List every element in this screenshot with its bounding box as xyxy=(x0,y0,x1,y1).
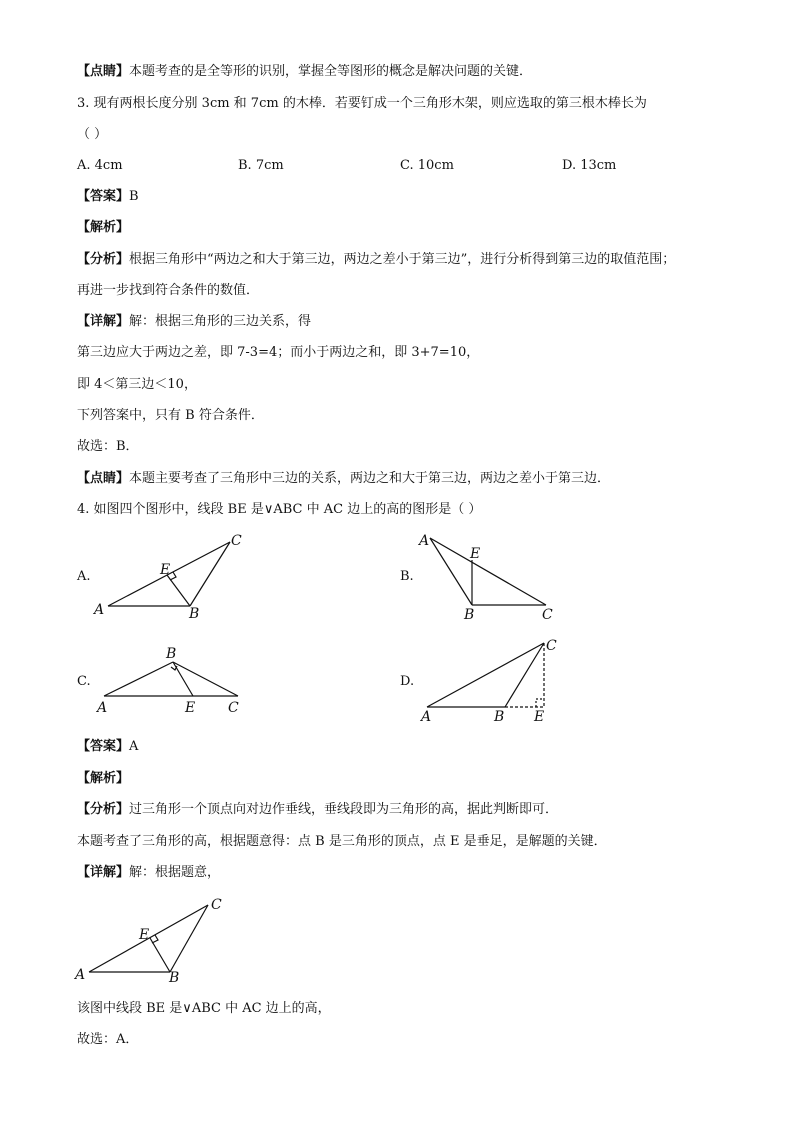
solution-figure xyxy=(70,893,240,988)
answer-tag: 【答案】 xyxy=(77,739,130,754)
q3-stem: 3. 现有两根长度分别 3cm 和 7cm 的木棒．若要钉成一个三角形木架，则应选取的第三根木棒长为 xyxy=(77,96,647,111)
vertex-c-label: C xyxy=(546,638,557,654)
figure-b xyxy=(415,528,565,628)
vertex-c-label: C xyxy=(211,897,222,913)
q4-analysis-line1 xyxy=(77,801,558,819)
vertex-e-label: E xyxy=(160,562,171,578)
vertex-b-label: B xyxy=(189,606,200,622)
q3-option-a: A. 4cm xyxy=(77,158,123,173)
answer-value: B xyxy=(129,189,139,204)
vertex-a-label: A xyxy=(94,602,105,618)
q3-option-d: D. 13cm xyxy=(562,158,617,173)
q4-option-d-label: D. xyxy=(400,674,415,689)
vertex-b-label: B xyxy=(464,607,475,623)
vertex-a-label: A xyxy=(421,709,432,725)
q3-analysis-line2: 再进一步找到符合条件的数值． xyxy=(77,283,260,298)
note-tag: 【点睛】 xyxy=(77,471,130,486)
q3-option-b: B. 7cm xyxy=(238,158,284,173)
q3-analysis-line1 xyxy=(77,251,675,269)
vertex-b-label: B xyxy=(166,646,177,662)
figure-a xyxy=(90,528,260,628)
analysis-tag: 【分析】 xyxy=(77,252,130,267)
q4-analysis-heading: 【解析】 xyxy=(77,771,130,786)
q3-analysis-heading: 【解析】 xyxy=(77,220,130,235)
vertex-e-label: E xyxy=(185,700,196,716)
q4-option-c-label: C. xyxy=(77,674,91,689)
note-tag: 【点睛】 xyxy=(77,64,130,79)
vertex-b-label: B xyxy=(494,709,505,725)
q4-detail-line1 xyxy=(77,864,220,882)
detail-text: 解：根据三角形的三边关系，得 xyxy=(129,314,312,329)
figure-c xyxy=(90,640,250,720)
analysis-text: 根据三角形中“两边之和大于第三边，两边之差小于第三边”，进行分析得到第三边的取值范围； xyxy=(129,252,676,267)
detail-tag: 【详解】 xyxy=(77,865,130,880)
q4-detail-line3: 故选：A． xyxy=(77,1032,139,1047)
vertex-a-label: A xyxy=(97,700,108,716)
q3-detail-line1 xyxy=(77,313,311,331)
vertex-e-label: E xyxy=(534,709,545,725)
q3-answer xyxy=(77,188,139,206)
vertex-c-label: C xyxy=(231,533,242,549)
q3-option-c: C. 10cm xyxy=(400,158,454,173)
q3-detail-line3: 即 4＜第三边＜10， xyxy=(77,377,197,392)
figure-d xyxy=(415,633,575,728)
q4-option-a-label: A. xyxy=(77,569,91,584)
detail-tag: 【详解】 xyxy=(77,314,130,329)
q3-detail-line4: 下列答案中，只有 B 符合条件． xyxy=(77,408,264,423)
vertex-c-label: C xyxy=(228,700,239,716)
q3-paren: （ ） xyxy=(77,127,108,142)
vertex-a-label: A xyxy=(75,967,86,983)
q3-detail-line2: 第三边应大于两边之差，即 7-3=4；而小于两边之和，即 3+7=10， xyxy=(77,345,480,360)
answer-value: A xyxy=(129,739,139,754)
note-text: 本题考查的是全等形的识别，掌握全等图形的概念是解决问题的关键． xyxy=(129,64,533,79)
q4-analysis-line2: 本题考查了三角形的高，根据题意得：点 B 是三角形的顶点，点 E 是垂足，是解题的关键． xyxy=(77,834,607,849)
vertex-b-label: B xyxy=(169,970,180,986)
vertex-e-label: E xyxy=(139,927,150,943)
answer-tag: 【答案】 xyxy=(77,189,130,204)
note-text: 本题主要考查了三角形中三边的关系，两边之和大于第三边，两边之差小于第三边． xyxy=(129,471,611,486)
closing-note-prev xyxy=(77,63,532,81)
q4-option-b-label: B. xyxy=(400,569,414,584)
analysis-text: 过三角形一个顶点向对边作垂线，垂线段即为三角形的高，据此判断即可． xyxy=(129,802,559,817)
vertex-a-label: A xyxy=(419,533,430,549)
q3-detail-line5: 故选：B． xyxy=(77,439,139,454)
detail-text: 解：根据题意， xyxy=(129,865,221,880)
q4-detail-line2: 该图中线段 BE 是∨ABC 中 AC 边上的高， xyxy=(77,1001,331,1016)
q4-stem: 4. 如图四个图形中，线段 BE 是∨ABC 中 AC 边上的高的图形是（ ） xyxy=(77,502,482,517)
vertex-c-label: C xyxy=(542,607,553,623)
q3-note xyxy=(77,470,610,488)
q4-answer xyxy=(77,738,138,756)
vertex-e-label: E xyxy=(470,546,481,562)
analysis-tag: 【分析】 xyxy=(77,802,130,817)
